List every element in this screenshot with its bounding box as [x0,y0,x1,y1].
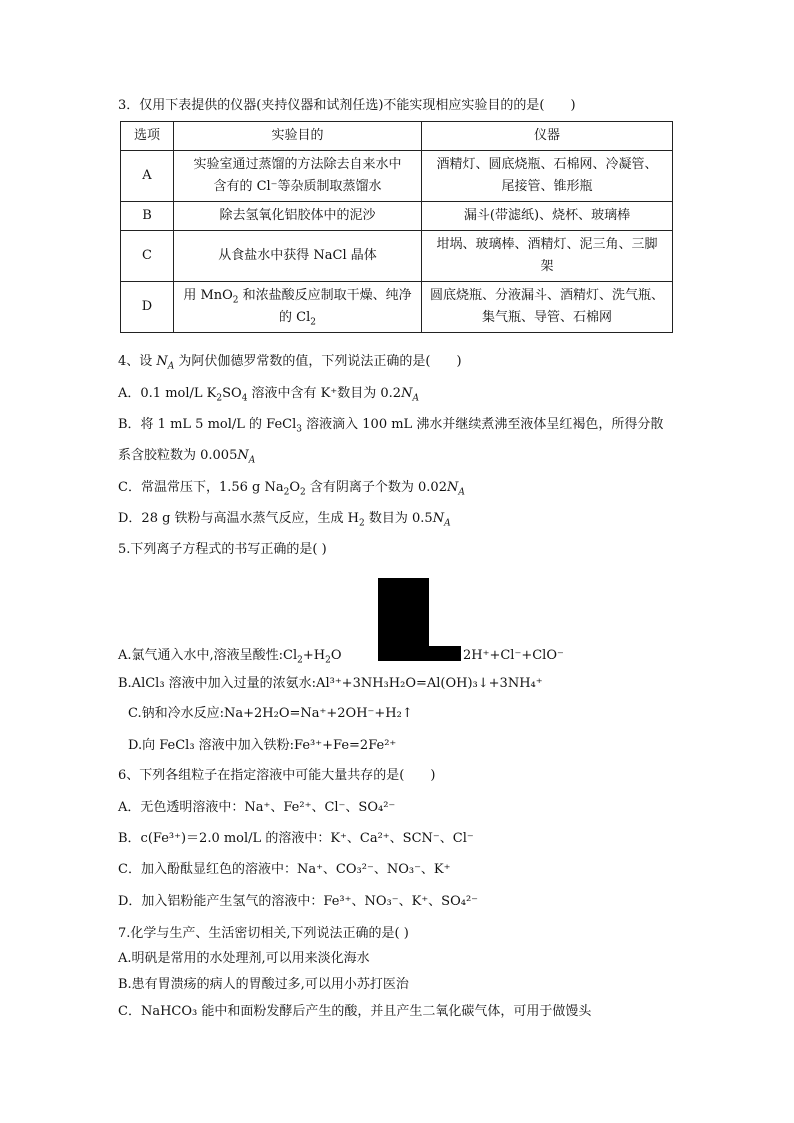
subscript: 2 [297,655,303,666]
text-part: 为阿伏伽德罗常数的值，下列说法正确的是( ) [174,354,462,369]
q4-stem [118,353,462,371]
q5-option-a-products: 2H⁺+Cl⁻+ClO⁻ [463,648,564,663]
subscript: A [248,455,256,466]
subscript: 2 [283,487,290,498]
text-part: O [330,648,342,663]
header-purpose: 实验目的 [174,122,422,151]
row-instrument [422,231,673,282]
text-part: C．常温常压下，1.56 g Na [118,480,284,495]
na-symbol: N [446,480,459,495]
text-part: 溶液中含有 K⁺数目为 0.2 [247,386,402,401]
row-option: B [121,202,174,231]
instrument-line: 集气瓶、导管、石棉网 [481,310,612,325]
purpose-line: 含有的 Cl⁻等杂质制取蒸馏水 [213,179,382,194]
instrument-line: 坩埚、玻璃棒、酒精灯、泥三角、三脚 [436,237,658,252]
q6-option-b: B．c(Fe³⁺)＝2.0 mol/L 的溶液中：K⁺、Ca²⁺、SCN⁻、Cl⁻ [118,831,474,846]
table-header-row [121,122,673,151]
q6-option-a: A．无色透明溶液中：Na⁺、Fe²⁺、Cl⁻、SO₄²⁻ [118,800,396,815]
q5-option-b: B.AlCl₃ 溶液中加入过量的浓氨水:Al³⁺+3NH₃H₂O=Al(OH)₃↓+3NH₄⁺ [118,676,543,691]
na-symbol: N [156,354,168,369]
subscript: 2 [310,317,316,328]
text-part: 系含胶粒数为 0.005 [118,448,238,463]
q3-stem: 3．仅用下表提供的仪器(夹持仪器和试剂任选)不能实现相应实验目的的是( ) [118,98,576,113]
subscript: A [412,393,419,404]
q4-option-b-line1 [118,416,663,434]
text-part: 的 Cl [279,310,311,325]
text-part: A．0.1 mol/L K [118,386,217,401]
subscript: 2 [232,295,239,306]
purpose-line: 实验室通过蒸馏的方法除去自来水中 [193,157,402,172]
q4-option-a [118,385,419,403]
text-part: B．将 1 mL 5 mol/L 的 FeCl [118,417,297,432]
instrument-line: 圆底烧瓶、分液漏斗、酒精灯、洗气瓶、 [429,288,664,303]
q4-option-d [118,510,451,528]
subscript: A [458,487,465,498]
na-symbol: N [401,386,413,401]
q4-option-b-line2 [118,447,255,465]
table-row [121,282,673,333]
q7-option-b: B.患有胃溃疡的病人的胃酸过多,可以用小苏打医治 [118,977,409,992]
row-instrument [422,151,673,202]
subscript: A [167,361,175,372]
na-symbol: N [237,448,249,463]
instrument-line: 架 [540,259,554,274]
row-option: D [121,282,174,333]
row-purpose [174,282,422,333]
q6-option-d: D．加入铝粉能产生氢气的溶液中：Fe³⁺、NO₃⁻、K⁺、SO₄²⁻ [118,894,479,909]
subscript: 3 [296,424,303,435]
text-part: 4、设 [118,354,157,369]
text-part: 用 MnO [183,288,233,303]
subscript: 2 [300,487,306,498]
text-part: D．28 g 铁粉与高温水蒸气反应，生成 H [118,511,360,526]
q6-option-c: C．加入酚酞显红色的溶液中：Na⁺、CO₃²⁻、NO₃⁻、K⁺ [118,862,451,877]
text-part: 和浓盐酸反应制取干燥、纯净 [238,288,412,303]
table-row [121,202,673,231]
subscript: 2 [325,655,331,666]
row-purpose: 除去氢氧化铝胶体中的泥沙 [174,202,422,231]
text-part: +H [302,648,326,663]
text-part: 含有阴离子个数为 0.02 [305,480,447,495]
q6-stem: 6、下列各组粒子在指定溶液中可能大量共存的是( ) [118,768,436,783]
q7-stem: 7.化学与生产、生活密切相关,下列说法正确的是( ) [118,926,409,941]
instrument-line: 酒精灯、圆底烧瓶、石棉网、冷凝管、 [436,157,658,172]
subscript: 2 [359,518,365,529]
subscript: 4 [241,393,248,404]
subscript: A [444,518,451,529]
text-part: SO [222,386,242,401]
text-part: 溶液滴入 100 mL 沸水并继续煮沸至液体呈红褐色，所得分散 [302,417,664,432]
row-purpose: 从食盐水中获得 NaCl 晶体 [174,231,422,282]
q5-option-d: D.向 FeCl₃ 溶液中加入铁粉:Fe³⁺+Fe=2Fe²⁺ [128,738,397,753]
q5-option-a [118,647,342,665]
row-option: A [121,151,174,202]
row-option: C [121,231,174,282]
row-purpose [174,151,422,202]
row-instrument [422,282,673,333]
q3-table [120,121,673,333]
row-instrument: 漏斗(带滤纸)、烧杯、玻璃棒 [422,202,673,231]
header-option: 选项 [121,122,174,151]
q5-stem: 5.下列离子方程式的书写正确的是( ) [118,542,327,557]
q7-option-c: C．NaHCO₃ 能中和面粉发酵后产生的酸，并且产生二氧化碳气体，可用于做馒头 [118,1004,592,1019]
q5-option-c: C.钠和冷水反应:Na+2H₂O=Na⁺+2OH⁻+H₂↑ [128,706,413,721]
text-part: A.氯气通入水中,溶液呈酸性:Cl [118,648,298,663]
redaction-block-horizontal [420,646,461,661]
instrument-line: 尾接管、锥形瓶 [501,179,593,194]
q4-option-c [118,479,465,497]
q7-option-a: A.明矾是常用的水处理剂,可以用来淡化海水 [118,951,370,966]
table-row [121,231,673,282]
subscript: 2 [216,393,223,404]
na-symbol: N [432,511,445,526]
text-part: 数目为 0.5 [364,511,433,526]
table-row [121,151,673,202]
text-part: O [289,480,301,495]
header-instrument: 仪器 [422,122,673,151]
